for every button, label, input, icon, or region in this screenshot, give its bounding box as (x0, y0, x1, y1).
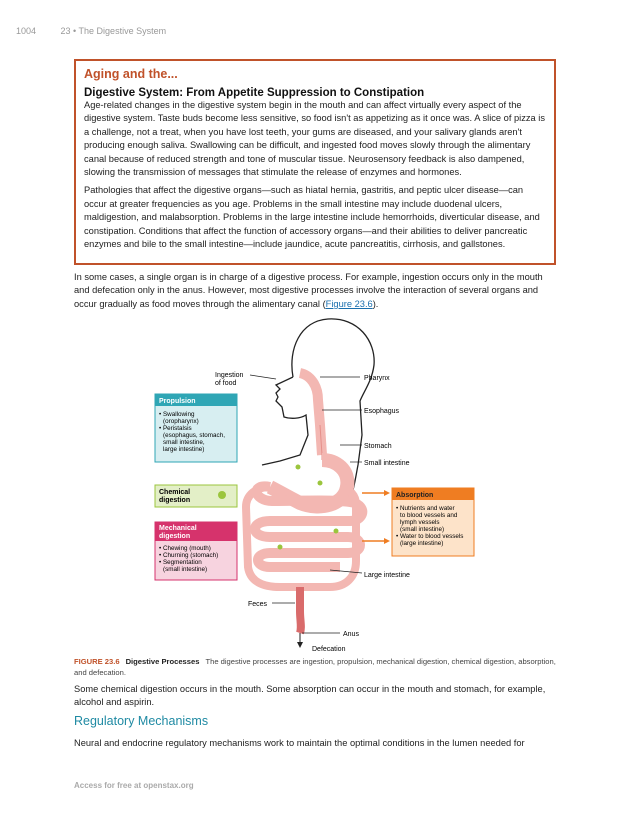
intro-paragraph: In some cases, a single organ is in charge of a digestive process. For example, ingestion occurs only in the mouth and defecation only in the anus. However, most digestive processes involve the interaction of several organs and occur gradually as food moves through the alimentary canal (Figure 23.6). (74, 272, 543, 309)
small-intestine-label: Small intestine (364, 460, 410, 467)
chemical-digestion-box (155, 485, 237, 507)
absorption-item: to blood vessels and (400, 512, 458, 519)
section-heading: Regulatory Mechanisms (74, 714, 209, 728)
absorption-item: lymph vessels (400, 519, 440, 526)
propulsion-box (155, 394, 237, 462)
absorption-title: Absorption (396, 492, 434, 499)
figure-link[interactable]: Figure 23.6 (325, 298, 373, 309)
enzyme-drop (318, 481, 323, 486)
digestive-processes-figure (150, 315, 480, 655)
large-intestine-label: Large intestine (364, 572, 410, 579)
page-number: 1004 (16, 26, 37, 36)
caption-text: The digestive processes are ingestion, propulsion, mechanical digestion, chemical digestion, absorption, and defecation. (74, 657, 556, 677)
propulsion-item: large intestine) (163, 446, 205, 453)
mechanical-item: (small intestine) (163, 566, 208, 573)
mechanical-item: • Chewing (mouth) (159, 545, 211, 552)
mechanical-item: • Segmentation (159, 559, 202, 566)
drop-icon (218, 491, 226, 499)
defecation-label: Defecation (312, 646, 346, 653)
head-outline (292, 319, 374, 500)
chemical-title-2: digestion (159, 497, 191, 504)
propulsion-title: Propulsion (159, 398, 196, 405)
aging-feature-box (74, 59, 556, 265)
propulsion-item: (oropharynx) (163, 418, 199, 425)
enzyme-drop (278, 545, 283, 550)
chemical-title-1: Chemical (159, 489, 191, 496)
propulsion-item: (esophagus, stomach, (163, 432, 225, 439)
feature-paragraph-2: Pathologies that affect the digestive organs—such as hiatal hernia, gastritis, and peptic ulcer disease—can occur at greater frequencies as you age. Problems in the small intestine may include duodenal ulcers, maldigestion, and malabsorption. Problems in the large intestine include hemorrhoids, diverticular disease, and constipation. Conditions that affect the function of accessory organs—and their abilities to deliver pancreatic enzymes and bile to the small intestine—include jaundice, acute pancreatitis, cirrhosis, and gallstones. (84, 185, 540, 250)
small-intestine (255, 486, 362, 567)
propulsion-item: • Peristalsis (159, 425, 192, 432)
figure-title: Digestive Processes (125, 657, 200, 666)
feature-heading: Digestive System: From Appetite Suppression to Constipation (84, 87, 425, 99)
feces-label: Feces (248, 601, 268, 608)
esophagus-label: Esophagus (364, 408, 400, 415)
page-footer: Access for free at openstax.org (74, 781, 194, 790)
figure-caption (74, 657, 556, 678)
face-outline (262, 377, 308, 465)
mechanical-title-1: Mechanical (159, 525, 197, 532)
page-header (16, 26, 166, 36)
absorption-item: • Water to blood vessels (396, 533, 464, 540)
pharynx-label: Pharynx (364, 375, 390, 382)
absorption-item: (small intestine) (400, 526, 445, 533)
anus-label: Anus (343, 631, 359, 638)
propulsion-item: small intestine, (163, 439, 205, 446)
absorption-item: • Nutrients and water (396, 505, 455, 512)
feature-paragraph-1: Age-related changes in the digestive system begin in the mouth and can affect virtually every aspect of the digestive system. Taste buds become less sensitive, so food isn't as appetizing as it once was. A slice of pizza is a challenge, not a treat, when you have lost teeth, your gums are diseased, and your salivary glands aren't producing enough saliva. Swallowing can be difficult, and ingested food moves slowly through the alimentary canal because of reduced strength and tone of muscular tissue. Neurosensory feedback is also dampened, slowing the transmission of messages that stimulate the release of enzymes and hormones. (84, 100, 545, 178)
mechanical-digestion-box (155, 522, 237, 580)
section-paragraph: Neural and endocrine regulatory mechanisms work to maintain the optimal conditions in the lumen needed for (74, 738, 525, 748)
pharynx (300, 373, 322, 455)
stomach-label: Stomach (364, 443, 392, 450)
absorption-item: (large intestine) (400, 540, 444, 547)
absorption-box (392, 488, 474, 556)
ingestion-label-2: of food (215, 380, 237, 387)
enzyme-drop (334, 529, 339, 534)
chapter-title: 23 • The Digestive System (60, 26, 167, 36)
mechanical-title-2: digestion (159, 533, 191, 540)
feature-label: Aging and the... (84, 67, 178, 81)
figure-number: FIGURE 23.6 (74, 657, 120, 666)
ingestion-label-1: Ingestion (215, 372, 244, 379)
rectum (300, 587, 301, 633)
enzyme-drop (296, 465, 301, 470)
propulsion-item: • Swallowing (159, 411, 195, 418)
paragraph-after-figure: Some chemical digestion occurs in the mouth. Some absorption can occur in the mouth and stomach, for example, alcohol and aspirin. (74, 684, 546, 708)
mechanical-item: • Churning (stomach) (159, 552, 219, 559)
